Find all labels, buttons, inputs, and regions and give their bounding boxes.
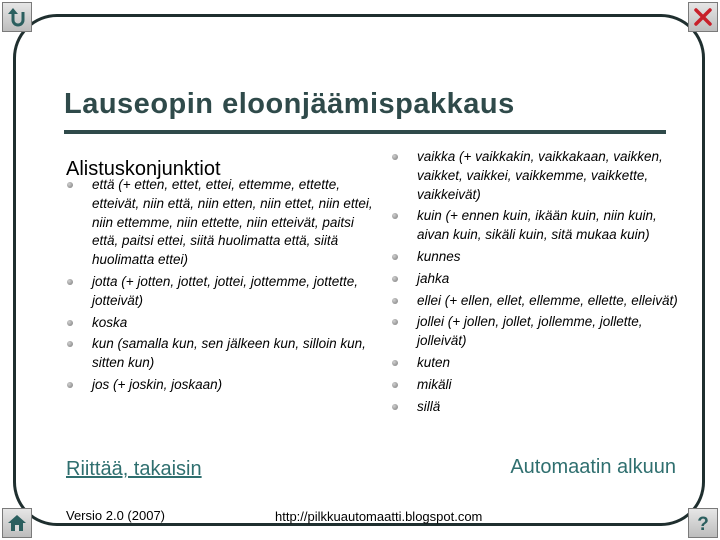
bullet-icon (392, 254, 398, 260)
bullet-icon (67, 182, 73, 188)
title-underline (64, 130, 666, 134)
back-arrow-icon (6, 6, 28, 28)
back-button[interactable] (2, 2, 32, 32)
list-item: kunnes (389, 248, 687, 267)
bullet-icon (392, 382, 398, 388)
list-item: jotta (+ jotten, jottet, jottei, jottemme, jottette, jotteivät) (64, 273, 380, 311)
bullet-icon (392, 276, 398, 282)
close-button[interactable] (688, 2, 718, 32)
bullet-icon (67, 320, 73, 326)
list-item: kuten (389, 354, 687, 373)
bullet-icon (67, 279, 73, 285)
svg-text:?: ? (697, 514, 709, 534)
bullet-icon (67, 341, 73, 347)
bullet-icon (392, 298, 398, 304)
help-button[interactable] (688, 508, 718, 538)
list-item: kun (samalla kun, sen jälkeen kun, silloin kun, sitten kun) (64, 335, 380, 373)
bullet-icon (392, 213, 398, 219)
list-item: jollei (+ jollen, jollet, jollemme, jollette, jolleivät) (389, 313, 687, 351)
list-item: jahka (389, 270, 687, 289)
list-item: sillä (389, 398, 687, 417)
help-question-icon (692, 512, 714, 534)
footer-url: http://pilkkuautomaatti.blogspot.com (275, 509, 483, 524)
start-link[interactable]: Automaatin alkuun (510, 456, 676, 478)
list-item: mikäli (389, 376, 687, 395)
slide-title: Lauseopin eloonjäämispakkaus (64, 88, 515, 120)
bullet-icon (392, 404, 398, 410)
back-link[interactable]: Riittää, takaisin (66, 458, 202, 480)
bullet-icon (392, 360, 398, 366)
list-item: kuin (+ ennen kuin, ikään kuin, niin kuin, aivan kuin, sikäli kuin, sitä mukaa kuin) (389, 207, 687, 245)
version-text: Versio 2.0 (2007) (66, 508, 166, 523)
subheading: Alistuskonjunktiot (66, 158, 221, 180)
bullet-icon (392, 154, 398, 160)
home-button[interactable] (2, 508, 32, 538)
close-x-icon (692, 6, 714, 28)
bullet-icon (392, 319, 398, 325)
bullet-icon (67, 382, 73, 388)
list-item: ellei (+ ellen, ellet, ellemme, ellette, elleivät) (389, 292, 687, 311)
list-item: koska (64, 314, 380, 333)
right-conjunction-list (389, 148, 687, 416)
list-item: että (+ etten, ettet, ettei, ettemme, ettette, etteivät, niin että, niin etten, niin ettet, niin ettei, niin ettemme, niin ettette, niin etteivät, paitsi että, paitsi ettei, siitä huolimatta että, siitä huolimatta ettei) (64, 176, 380, 270)
left-conjunction-list (64, 176, 380, 395)
home-icon (6, 512, 28, 534)
list-item: jos (+ joskin, joskaan) (64, 376, 380, 395)
list-item: vaikka (+ vaikkakin, vaikkakaan, vaikken, vaikket, vaikkei, vaikkemme, vaikkette, vaikkeivät) (389, 148, 687, 204)
